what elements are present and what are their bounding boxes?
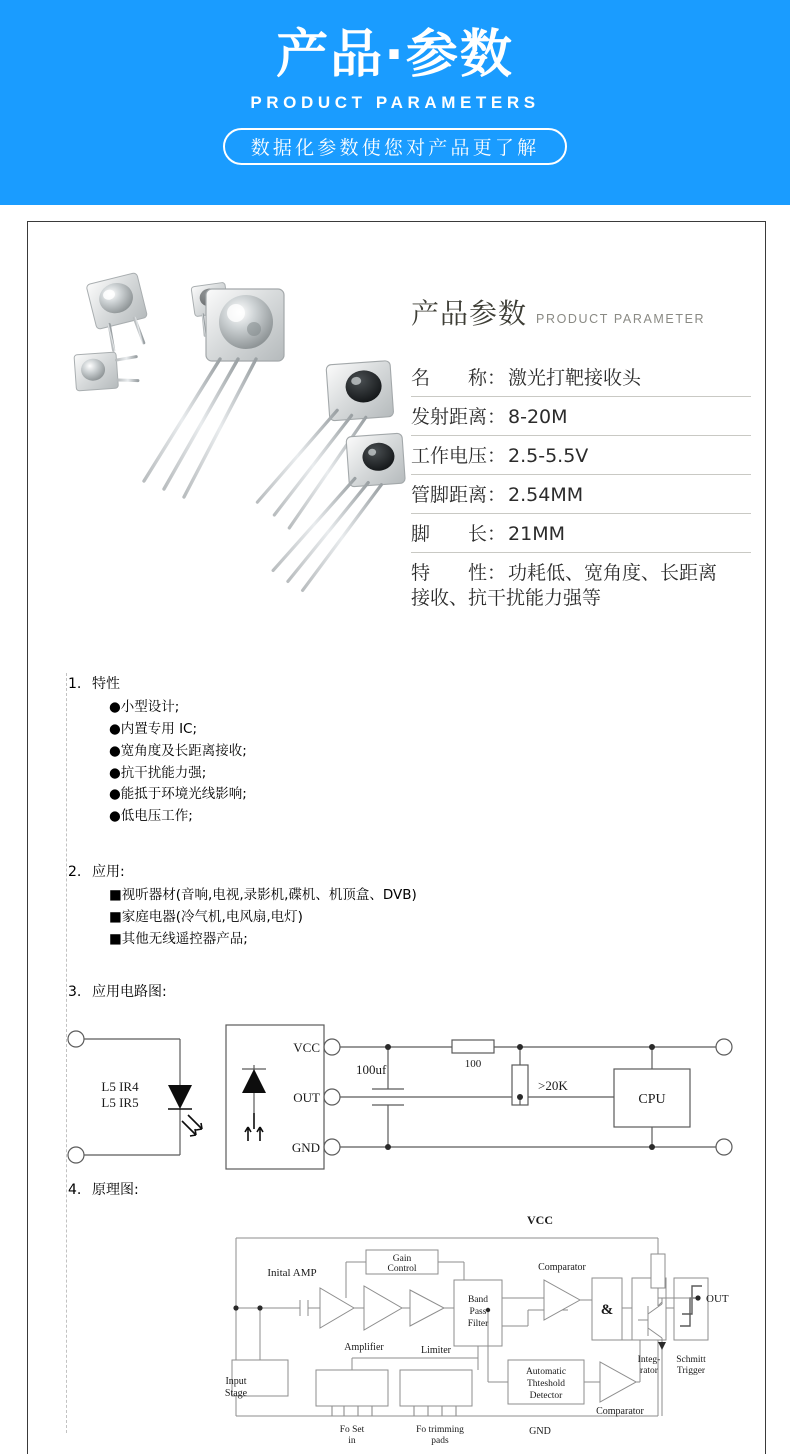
circuit-label-diode-2: L5 IR5 [101, 1095, 139, 1110]
circuit-label-series-resistor: 100 [464, 1058, 482, 1070]
block-label-gnd: GND [529, 1426, 551, 1437]
block-label-limiter: Limiter [421, 1345, 451, 1356]
spec-table [411, 292, 751, 612]
block-label-initial-amp: Inital AMP [267, 1267, 317, 1279]
circuit-label-vcc: VCC [293, 1040, 320, 1055]
block-label-fo-trim-1: Fo trimming [416, 1425, 464, 1435]
spec-key: 名 称： [411, 367, 507, 389]
block-label-amplifier: Amplifier [344, 1342, 384, 1353]
spec-key: 脚 长： [411, 523, 507, 545]
section-schematic-title [68, 1180, 139, 1201]
block-label-gain-control-2: Control [387, 1264, 417, 1274]
list-item: ■其他无线遥控器产品; [109, 930, 248, 947]
spec-heading-cn: 产品参数 [411, 297, 528, 330]
block-label-comparator-bottom: Comparator [596, 1406, 644, 1417]
section-label: 特性 [92, 676, 120, 692]
section-schematic [68, 1180, 139, 1201]
block-diagram-output-stage [638, 1210, 748, 1450]
spec-row-distance [411, 397, 751, 436]
block-label-schmitt-2: Trigger [676, 1366, 706, 1376]
block-label-comparator-top: Comparator [538, 1262, 586, 1273]
page-banner [0, 0, 790, 205]
spec-row-lead-length [411, 514, 751, 553]
list-item: ■家庭电器(冷气机,电风扇,电灯) [109, 908, 303, 925]
circuit-label-gnd: GND [291, 1140, 320, 1155]
list-item: ●低电压工作; [109, 808, 193, 825]
spec-row-voltage [411, 436, 751, 475]
block-label-vcc: VCC [527, 1213, 553, 1227]
spec-heading [411, 292, 751, 332]
spec-value: 激光打靶接收头 [508, 367, 642, 389]
section-features-title [68, 674, 247, 695]
circuit-label-diode-1: L5 IR4 [101, 1079, 139, 1094]
banner-subtitle: PRODUCT PARAMETERS [250, 92, 540, 112]
features-list [109, 697, 247, 828]
spec-key: 特 性： [411, 562, 507, 584]
circuit-label-cpu: CPU [638, 1092, 666, 1107]
section-number: 1. [68, 676, 82, 692]
hero-section [28, 222, 767, 622]
product-photo [46, 267, 406, 597]
spec-value: 21MM [508, 523, 565, 545]
block-label-integrator-1: Integ- [637, 1355, 661, 1365]
spec-value: 2.5-5.5V [508, 445, 589, 467]
spec-row-pin-pitch [411, 475, 751, 514]
list-item: ●抗干扰能力强; [109, 764, 207, 781]
ir-receiver-photo-illustration [46, 267, 406, 597]
block-label-atd-3: Detector [529, 1391, 563, 1401]
list-item: ●宽角度及长距离接收; [109, 742, 247, 759]
circuit-label-out: OUT [293, 1090, 320, 1105]
section-label: 应用电路图: [92, 984, 167, 1000]
internal-block-diagram [188, 1210, 708, 1450]
application-circuit-diagram [58, 1017, 748, 1177]
block-label-and-gate: & [600, 1302, 614, 1318]
block-label-out: OUT [706, 1293, 729, 1305]
spec-value: 8-20M [508, 406, 568, 428]
spec-row-name [411, 358, 751, 397]
list-item: ●能抵于环境光线影响; [109, 786, 247, 803]
block-label-fo-set-1: Fo Set [339, 1425, 365, 1435]
spec-heading-en: PRODUCT PARAMETER [536, 312, 706, 326]
spec-value: 2.54MM [508, 484, 584, 506]
content-frame [27, 221, 766, 1454]
section-features [68, 674, 247, 828]
circuit-label-capacitor: 100uf [356, 1062, 387, 1077]
section-number: 3. [68, 984, 82, 1000]
block-label-integrator-2: rator [640, 1366, 658, 1376]
section-number: 2. [68, 864, 82, 880]
block-label-input-stage-2: Stage [224, 1388, 248, 1399]
section-applications-title [68, 862, 417, 883]
spec-value: 功耗低、宽角度、长距离 [508, 562, 718, 584]
spec-key: 发射距离： [411, 406, 507, 428]
block-label-bpf-3: Filter [467, 1319, 489, 1329]
spec-key: 管脚距离： [411, 484, 507, 506]
spec-key: 工作电压： [411, 445, 507, 467]
list-item: ■视听器材(音响,电视,录影机,碟机、机顶盒、DVB) [109, 887, 417, 903]
block-label-gain-control-1: Gain [392, 1254, 412, 1264]
banner-title: 产品·参数 [276, 25, 514, 85]
block-label-fo-set-2: in [348, 1436, 356, 1446]
section-label: 应用: [92, 864, 125, 880]
block-label-fo-trim-2: pads [431, 1436, 449, 1446]
block-label-bpf-2: Pass [469, 1307, 487, 1317]
section-label: 原理图: [92, 1182, 139, 1198]
spec-row-characteristics [411, 553, 751, 585]
section-circuit [68, 982, 167, 1003]
block-label-bpf-1: Band [467, 1295, 489, 1305]
list-item: ●小型设计; [109, 699, 180, 715]
spec-characteristics-continued: 接收、抗干扰能力强等 [411, 587, 602, 609]
banner-tagline-pill: 数据化参数使您对产品更了解 [223, 128, 568, 165]
block-label-input-stage-1: Input [225, 1376, 247, 1387]
list-item: ●内置专用 IC; [109, 720, 198, 737]
block-label-atd-1: Automatic [525, 1367, 567, 1377]
section-applications [68, 862, 417, 951]
block-label-schmitt-1: Schmitt [676, 1355, 706, 1365]
circuit-label-pullup-resistor: >20K [538, 1078, 568, 1093]
section-circuit-title [68, 982, 167, 1003]
applications-list [109, 885, 417, 951]
section-number: 4. [68, 1182, 82, 1198]
block-label-atd-2: Thteshold [527, 1379, 565, 1389]
